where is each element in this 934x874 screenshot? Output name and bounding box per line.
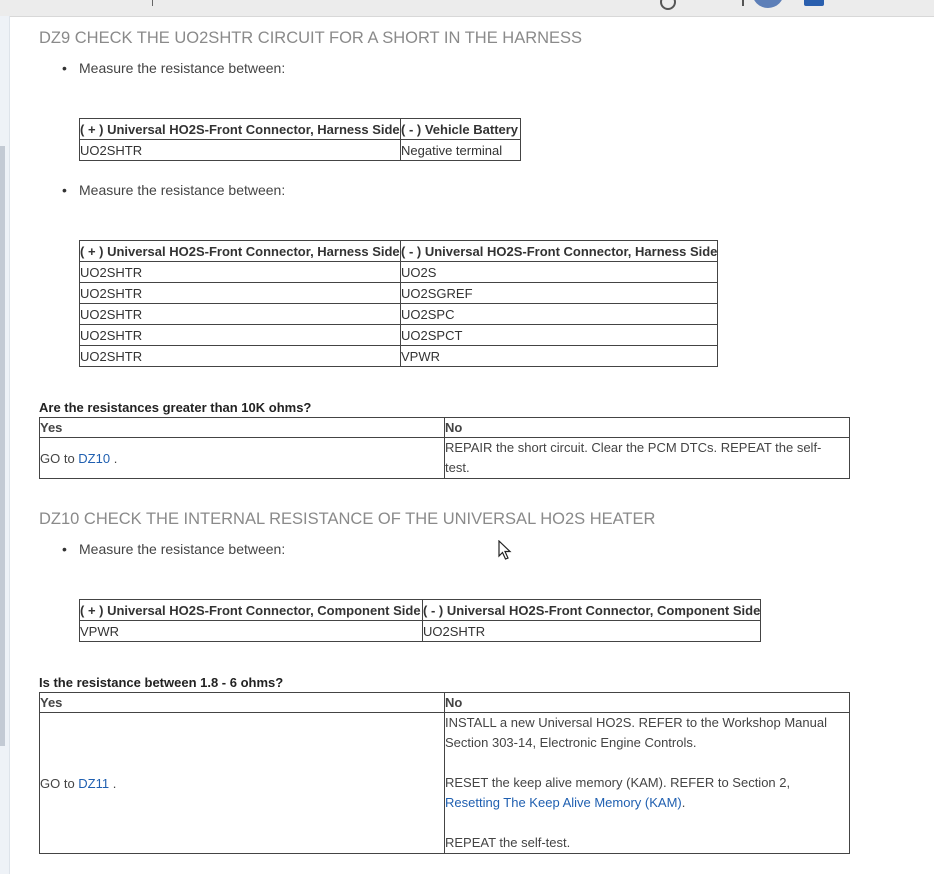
table-cell: UO2SHTR: [80, 346, 401, 367]
yes-suffix: .: [109, 775, 117, 791]
table-cell: VPWR: [401, 346, 718, 367]
yes-header: Yes: [40, 693, 445, 713]
measurement-table-battery: [79, 118, 521, 161]
yes-cell: [40, 438, 445, 479]
bullet-measure-2: • Measure the resistance between:: [79, 182, 285, 198]
table-header: ( - ) Vehicle Battery: [401, 119, 521, 140]
table-cell: UO2SHTR: [80, 325, 401, 346]
link-dz10[interactable]: DZ10: [78, 450, 111, 466]
no-line-repeat: REPEAT the self-test.: [445, 835, 571, 850]
table-header: ( - ) Universal HO2S-Front Connector, Component Side: [423, 600, 761, 621]
no-header: No: [445, 693, 850, 713]
table-cell: UO2SPCT: [401, 325, 718, 346]
table-header: ( + ) Universal HO2S-Front Connector, Harness Side: [80, 241, 401, 262]
search-icon[interactable]: [660, 0, 676, 10]
no-header: No: [445, 418, 850, 438]
yes-suffix: .: [110, 450, 118, 466]
toolbar-divider: [152, 0, 153, 6]
table-cell: UO2SHTR: [80, 304, 401, 325]
yes-prefix: GO to: [40, 450, 79, 466]
link-resetting-kam[interactable]: Resetting The Keep Alive Memory (KAM): [445, 795, 682, 810]
no-spacer: [445, 753, 829, 773]
no-cell: [445, 713, 850, 854]
table-cell: UO2SPC: [401, 304, 718, 325]
section-heading-dz10: DZ10 CHECK THE INTERNAL RESISTANCE OF THE UNIVERSAL HO2S HEATER: [39, 510, 656, 528]
no-spacer: [445, 813, 829, 833]
no-link-suffix: .: [681, 795, 686, 810]
table-header: ( + ) Universal HO2S-Front Connector, Component Side: [80, 600, 423, 621]
table-header: ( - ) Universal HO2S-Front Connector, Harness Side: [401, 241, 718, 262]
table-cell: Negative terminal: [401, 140, 521, 161]
left-rail-band: [0, 146, 5, 746]
no-line-reset: RESET the keep alive memory (KAM). REFER to Section 2,: [445, 775, 791, 790]
answer-table-dz10: [39, 692, 850, 854]
no-line-install: INSTALL a new Universal HO2S. REFER to the Workshop Manual Section 303-14, Electronic Engine Controls.: [445, 715, 827, 750]
table-cell: UO2SHTR: [423, 621, 761, 642]
question-dz9: Are the resistances greater than 10K ohms?: [39, 400, 312, 415]
yes-cell: [40, 713, 445, 854]
table-cell: UO2SHTR: [80, 283, 401, 304]
table-cell: UO2S: [401, 262, 718, 283]
table-cell: UO2SHTR: [80, 262, 401, 283]
link-dz11[interactable]: DZ11: [78, 775, 110, 791]
top-toolbar: [0, 0, 934, 17]
section-heading-dz9: DZ9 CHECK THE UO2SHTR CIRCUIT FOR A SHORT IN THE HARNESS: [39, 29, 583, 47]
table-header: ( + ) Universal HO2S-Front Connector, Harness Side: [80, 119, 401, 140]
table-cell: UO2SHTR: [80, 140, 401, 161]
bullet-measure-1: • Measure the resistance between:: [79, 60, 285, 76]
question-dz10: Is the resistance between 1.8 - 6 ohms?: [39, 675, 284, 690]
answer-table-dz9: [39, 417, 850, 479]
mouse-cursor-icon: [498, 540, 512, 560]
yes-header: Yes: [40, 418, 445, 438]
measurement-table-component: [79, 599, 761, 642]
table-cell: UO2SGREF: [401, 283, 718, 304]
table-cell: VPWR: [80, 621, 423, 642]
document-icon[interactable]: [804, 0, 824, 6]
bullet-measure-3: • Measure the resistance between:: [79, 541, 285, 557]
no-line-link: [445, 793, 829, 813]
avatar[interactable]: [752, 0, 784, 8]
no-cell: REPAIR the short circuit. Clear the PCM DTCs. REPEAT the self-test.: [445, 438, 850, 479]
yes-prefix: GO to: [40, 775, 79, 791]
left-scroll-rail[interactable]: [0, 16, 10, 874]
toolbar-separator: [742, 0, 744, 6]
measurement-table-harness: [79, 240, 718, 367]
